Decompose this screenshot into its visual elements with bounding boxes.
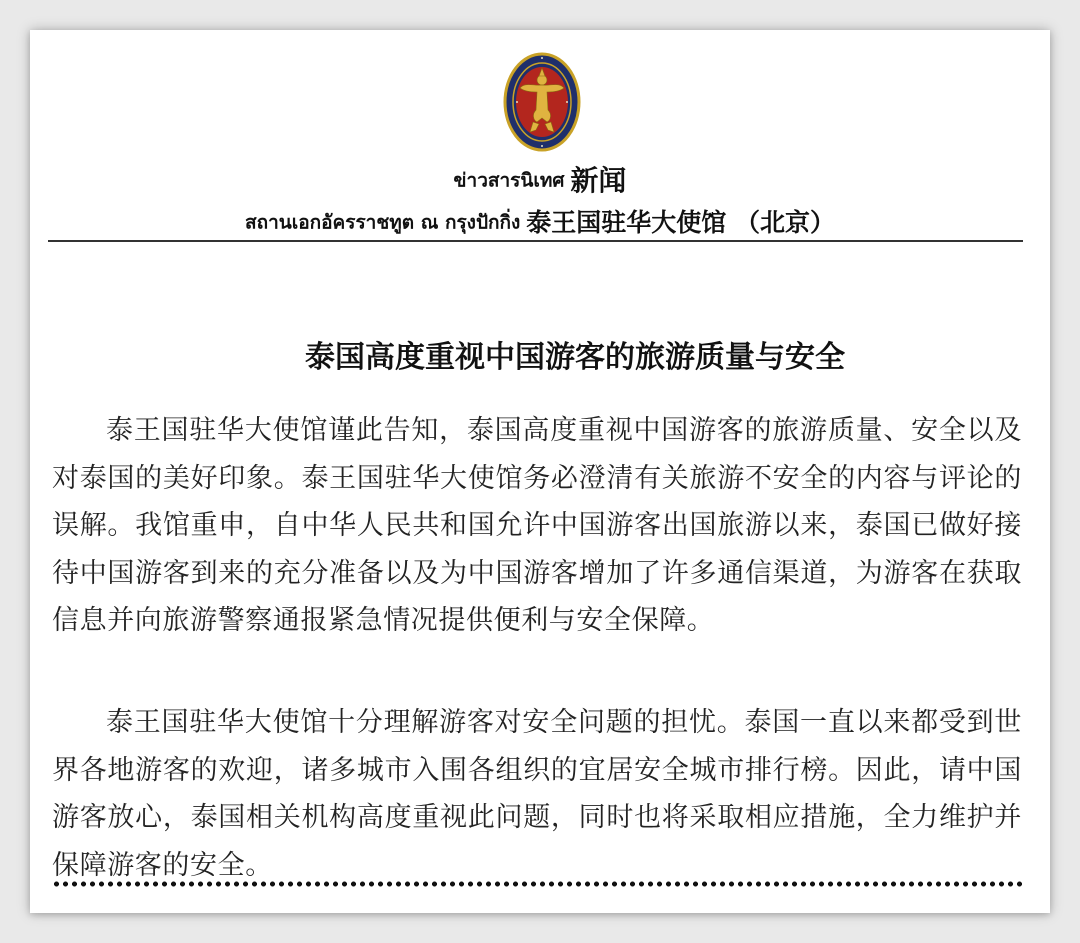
article-title: 泰国高度重视中国游客的旅游质量与安全 (305, 340, 845, 375)
news-heading (30, 160, 1050, 201)
header-divider (48, 240, 1023, 242)
document-page (30, 30, 1050, 913)
news-heading-chinese: 新闻 (570, 163, 627, 197)
embassy-seal-icon (503, 52, 581, 152)
news-heading-thai: ข่าวสารนิเทศ (453, 169, 565, 192)
embassy-heading-thai: สถานเอกอัครราชทูต ณ กรุงปักกิ่ง (244, 211, 521, 234)
embassy-heading-chinese: 泰王国驻华大使馆 （北京） (526, 207, 836, 237)
footer-dotted-divider (52, 881, 1022, 887)
embassy-heading (30, 202, 1050, 243)
article-paragraph-1: 泰王国驻华大使馆谨此告知，泰国高度重视中国游客的旅游质量、安全以及对泰国的美好印象。泰王国驻华大使馆务必澄清有关旅游不安全的内容与评论的误解。我馆重申，自中华人民共和国允许中国游客出国旅游以来，泰国已做好接待中国游客到来的充分准备以及为中国游客增加了许多通信渠道，为游客在获取信息并向旅游警察通报紧急情况提供便利与安全保障。 (52, 415, 1022, 636)
article-paragraph-2: 泰王国驻华大使馆十分理解游客对安全问题的担忧。泰国一直以来都受到世界各地游客的欢迎，诸多城市入围各组织的宜居安全城市排行榜。因此，请中国游客放心，泰国相关机构高度重视此问题，同时也将采取相应措施，全力维护并保障游客的安全。 (52, 707, 1022, 881)
